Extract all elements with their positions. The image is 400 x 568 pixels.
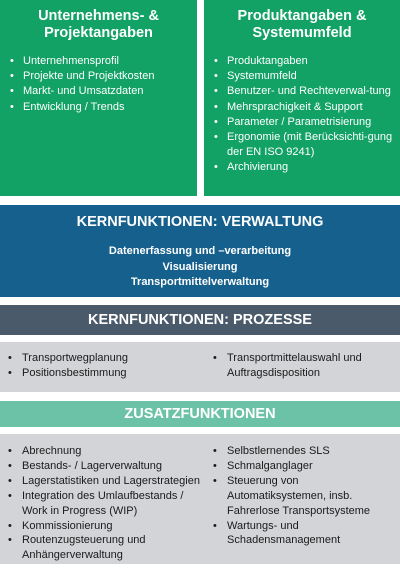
list-item: • Wartungs- und Schadensmanagement: [213, 519, 398, 549]
product-environment-list: [204, 42, 400, 176]
company-project-title-line2: Projektangaben: [44, 25, 153, 41]
core-processes-panel: [0, 342, 400, 392]
list-item: • Schmalganglager: [213, 459, 398, 474]
list-item: • Selbstlernendes SLS: [213, 444, 398, 459]
core-admin-line: Visualisierung: [162, 260, 238, 273]
additional-functions-right-list: [213, 444, 398, 548]
core-processes-right-list: [213, 351, 398, 381]
additional-functions-header: [0, 401, 400, 427]
list-item: • Transportwegplanung: [8, 351, 208, 366]
core-processes-title: KERNFUNKTIONEN: PROZESSE: [88, 312, 312, 328]
core-admin-title: KERNFUNKTIONEN: VERWALTUNG: [76, 214, 324, 230]
additional-functions-title: ZUSATZFUNKTIONEN: [124, 406, 276, 422]
list-item: • Transportmittelauswahl und Auftragsdisposition: [213, 351, 398, 381]
list-item: • Routenzugsteuerung und Anhängerverwaltung: [8, 533, 208, 563]
product-environment-box: [204, 0, 400, 196]
additional-functions-panel: [0, 434, 400, 564]
list-item: • Entwicklung / Trends: [10, 100, 191, 115]
list-item: • Abrechnung: [8, 444, 208, 459]
list-item: • Kommissionierung: [8, 519, 208, 534]
company-project-title-line1: Unternehmens- &: [38, 8, 159, 24]
product-environment-title-line2: Systemumfeld: [252, 25, 352, 41]
additional-functions-left-list: [8, 444, 208, 563]
company-project-list: [0, 42, 197, 115]
product-environment-title: [204, 0, 400, 42]
core-processes-header: [0, 305, 400, 335]
list-item: • Steuerung von Automatiksystemen, insb. Fahrerlose Transportsysteme: [213, 474, 398, 519]
product-environment-title-line1: Produktangaben &: [237, 8, 367, 24]
list-item: • Projekte und Projektkosten: [10, 69, 191, 84]
list-item: • Integration des Umlaufbestands / Work in Progress (WIP): [8, 489, 208, 519]
core-admin-lines: [0, 244, 400, 291]
company-project-box: [0, 0, 197, 196]
list-item: • Lagerstatistiken und Lagerstrategien: [8, 474, 208, 489]
core-processes-left-list: [8, 351, 208, 381]
list-item: • Benutzer- und Rechteverwal-tung: [214, 84, 394, 99]
company-project-title: [0, 0, 197, 42]
core-admin-box: [0, 205, 400, 297]
core-admin-line: Datenerfassung und –verarbeitung: [108, 245, 292, 257]
list-item: • Parameter / Parametrisierung: [214, 115, 394, 130]
list-item: • Bestands- / Lagerverwaltung: [8, 459, 208, 474]
list-item: • Markt- und Umsatzdaten: [10, 84, 191, 99]
list-item: • Unternehmensprofil: [10, 54, 191, 69]
list-item: • Mehrsprachigkeit & Support: [214, 100, 394, 115]
list-item: • Archivierung: [214, 160, 394, 175]
list-item: • Produktangaben: [214, 54, 394, 69]
list-item: • Positionsbestimmung: [8, 366, 208, 381]
list-item: • Ergonomie (mit Berücksichti-gung der EN ISO 9241): [214, 130, 394, 160]
list-item: • Systemumfeld: [214, 69, 394, 84]
core-admin-line: Transportmittelverwaltung: [130, 276, 270, 288]
